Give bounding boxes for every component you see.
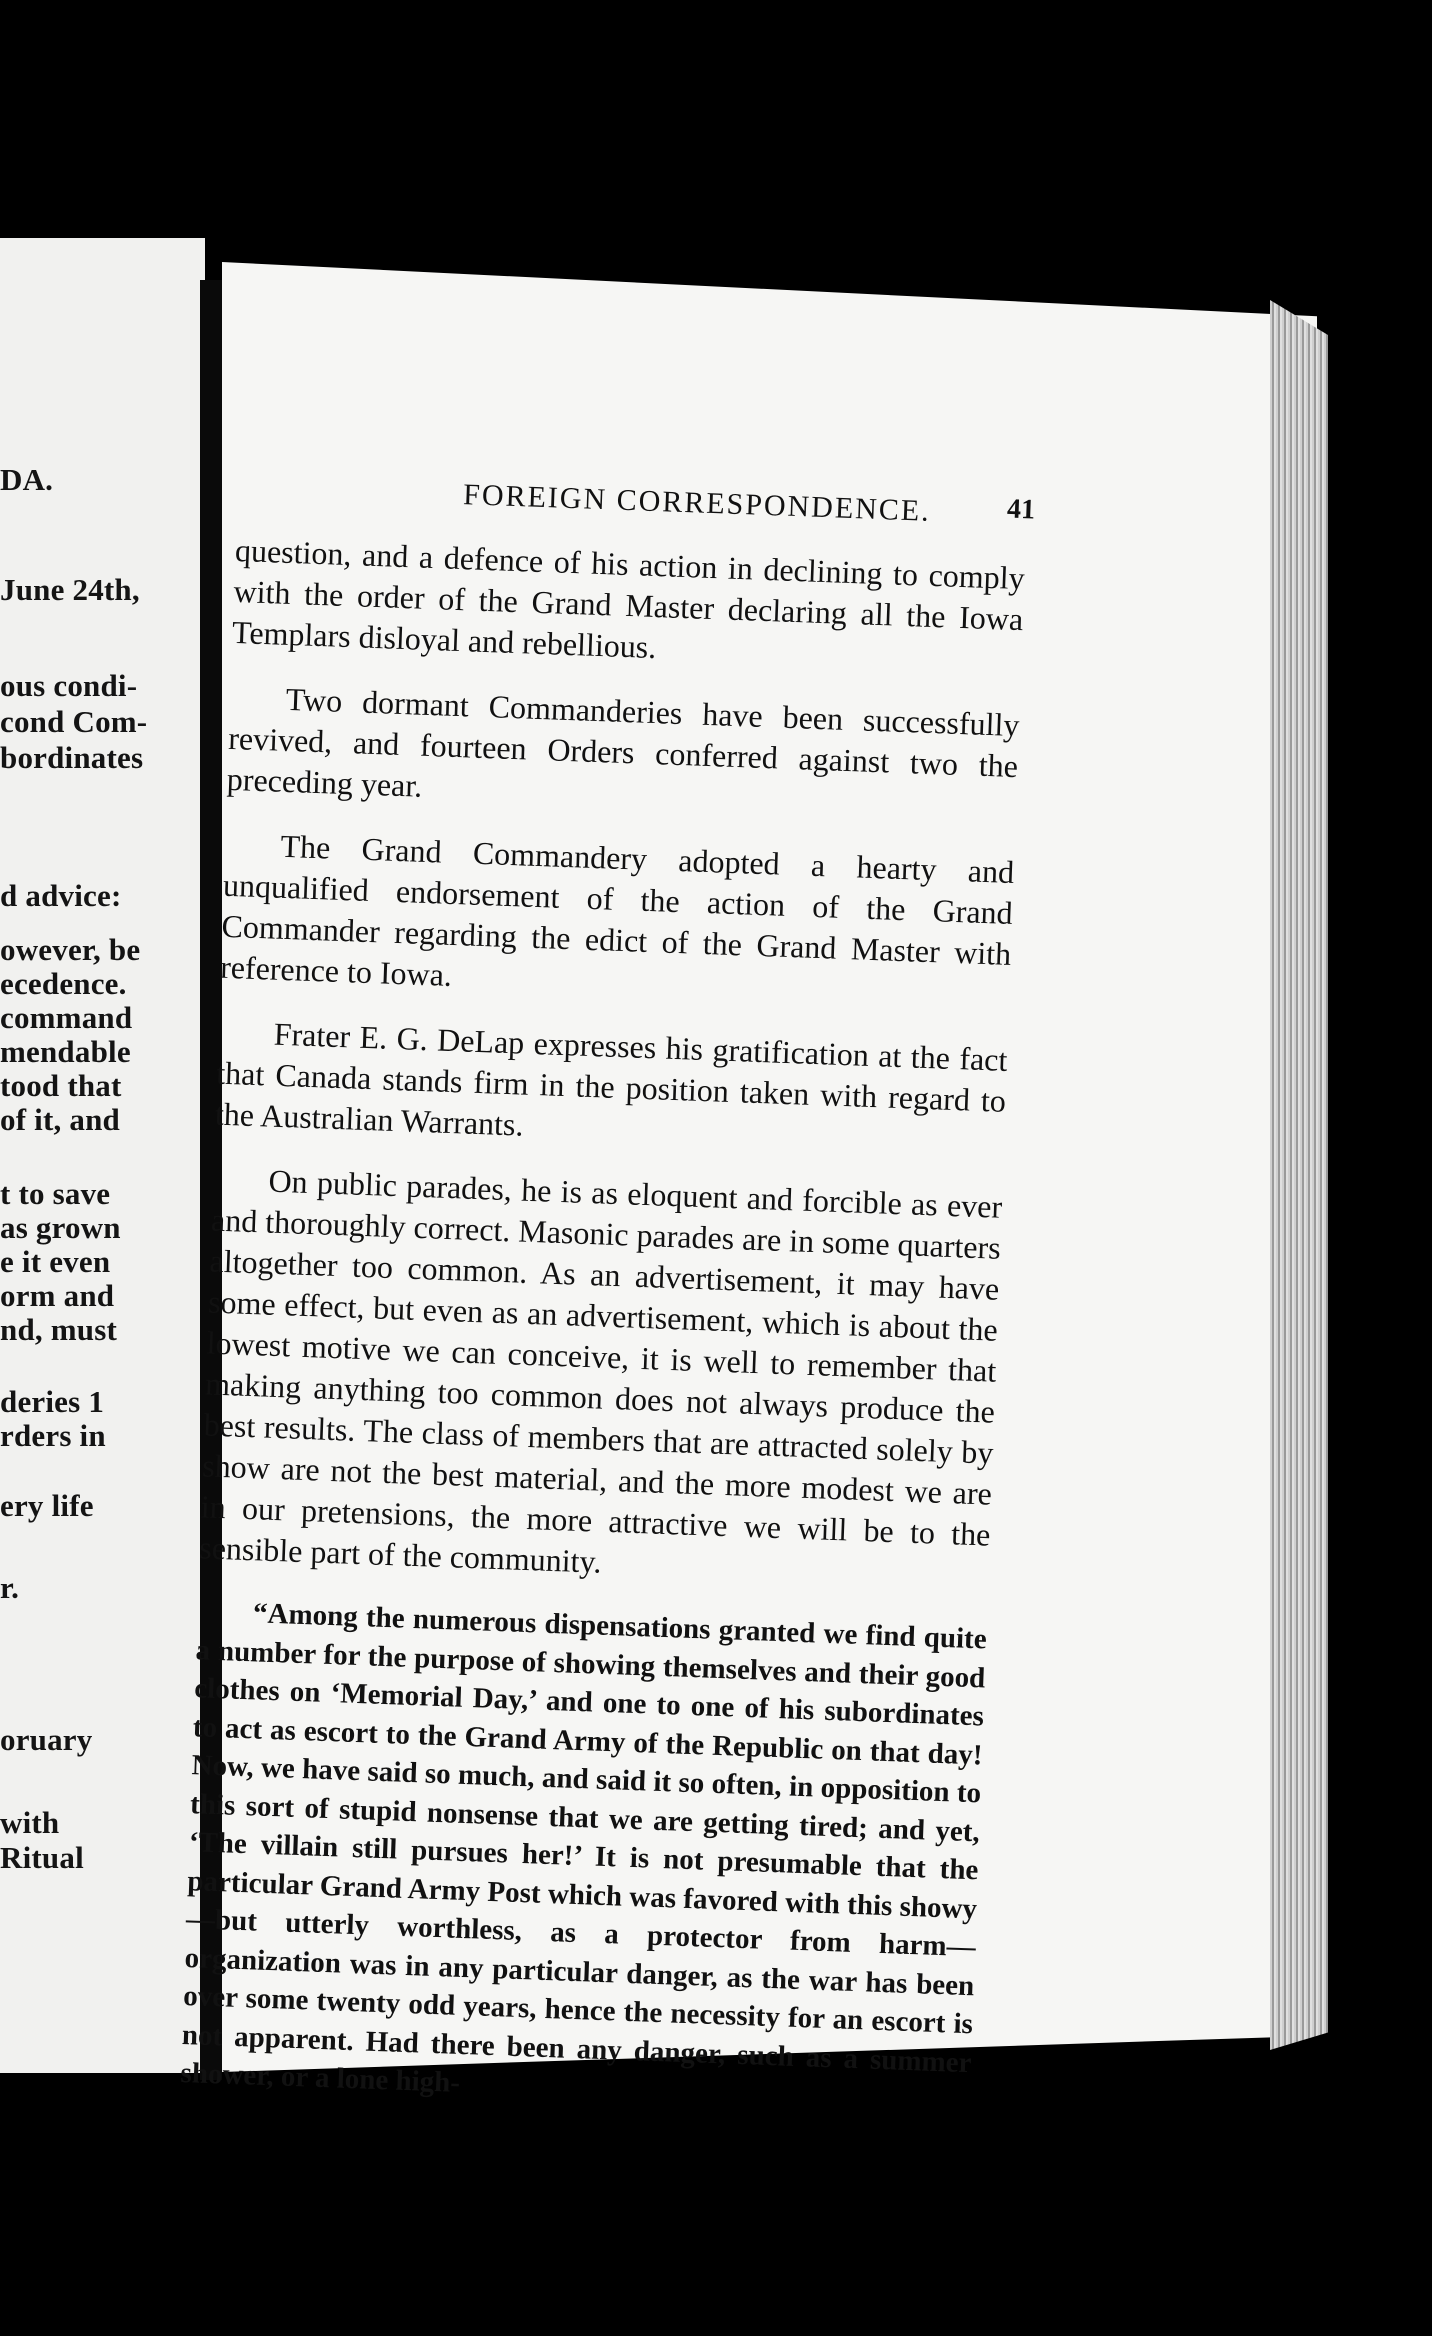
- left-fragment: cond Com-: [0, 704, 148, 739]
- quoted-paragraph: “Among the numerous dispensations granted we find quite a number for the purpose of showing themselves and their good clothes on ‘Memorial Day,’ and one to one of his subordinates to act as escort to the Grand Army of the Republic on that day! Now, we have said so much, and said it so often, in opposition to this sort of stupid nonsense that we are getting tired; and yet, ‘The villain still pursues her!’ It is not presumable that the particular Grand Army Post which was favored with this showy—but utterly worthless, as a protector from harm—organization was in any particular danger, as the war has been over some twenty odd years, hence the necessity for an escort is not apparent. Had there been any danger, such as a summer shower, or a lone high-: [180, 1597, 988, 2099]
- left-fragment: owever, be: [0, 932, 141, 967]
- running-head: FOREIGN CORRESPONDENCE.: [462, 478, 932, 528]
- left-fragment: Ritual: [0, 1840, 84, 1875]
- paragraph: Two dormant Commanderies have been successfully revived, and fourteen Orders conferred against two the preceding year.: [226, 680, 1021, 804]
- paragraph: The Grand Commandery adopted a hearty and unqualified endorsement of the action of the Grand Commander regarding the edict of the Grand Master with reference to Iowa.: [219, 827, 1015, 993]
- left-fragment: e it even: [0, 1244, 111, 1279]
- left-fragment: with: [0, 1805, 60, 1840]
- paragraph: On public parades, he is as eloquent and forcible as ever and thoroughly correct. Masonic parades are in some quarters altogether too common. As an advertisement, it may have some effect, but even as an advertisement, which is about the lowest motive we can conceive, it is well to remember that making anything too common does not always produce the best results. The class of members that are attracted solely by show are not the best material, and the more modest we are in our pretensions, the more attractive we will be to the sensible part of the community.: [198, 1162, 1003, 1580]
- left-fragment: rders in: [0, 1418, 106, 1453]
- left-fragment: d advice:: [0, 878, 122, 913]
- left-fragment: command: [0, 1000, 133, 1035]
- left-fragment: DA.: [0, 462, 54, 497]
- left-fragment: t to save: [0, 1176, 111, 1211]
- left-fragment: ous condi-: [0, 668, 138, 703]
- paragraph: question, and a defence of his action in declining to comply with the order of the Grand Master declaring all the Iowa Templars disloyal and rebellious.: [231, 531, 1026, 666]
- left-fragment: oruary: [0, 1722, 93, 1757]
- left-fragment: of it, and: [0, 1102, 120, 1137]
- page-number: 41: [1006, 493, 1036, 526]
- right-page-text: [179, 470, 1036, 2145]
- left-fragment: r.: [0, 1570, 20, 1605]
- left-fragment: deries 1: [0, 1384, 105, 1419]
- left-fragment: mendable: [0, 1034, 131, 1069]
- left-page: [0, 238, 205, 2073]
- left-fragment: June 24th,: [0, 572, 140, 607]
- left-fragment: as grown: [0, 1210, 121, 1245]
- left-fragment: bordinates: [0, 740, 144, 775]
- left-fragment: ecedence.: [0, 966, 127, 1001]
- left-fragment: tood that: [0, 1068, 122, 1103]
- left-fragment: ery life: [0, 1488, 94, 1523]
- paragraph: Frater E. G. DeLap expresses his gratification at the fact that Canada stands firm in the position taken with regard to the Australian Warrants.: [214, 1015, 1009, 1143]
- left-fragment: nd, must: [0, 1312, 118, 1347]
- page-edges: [1270, 300, 1328, 2050]
- left-fragment: orm and: [0, 1278, 115, 1313]
